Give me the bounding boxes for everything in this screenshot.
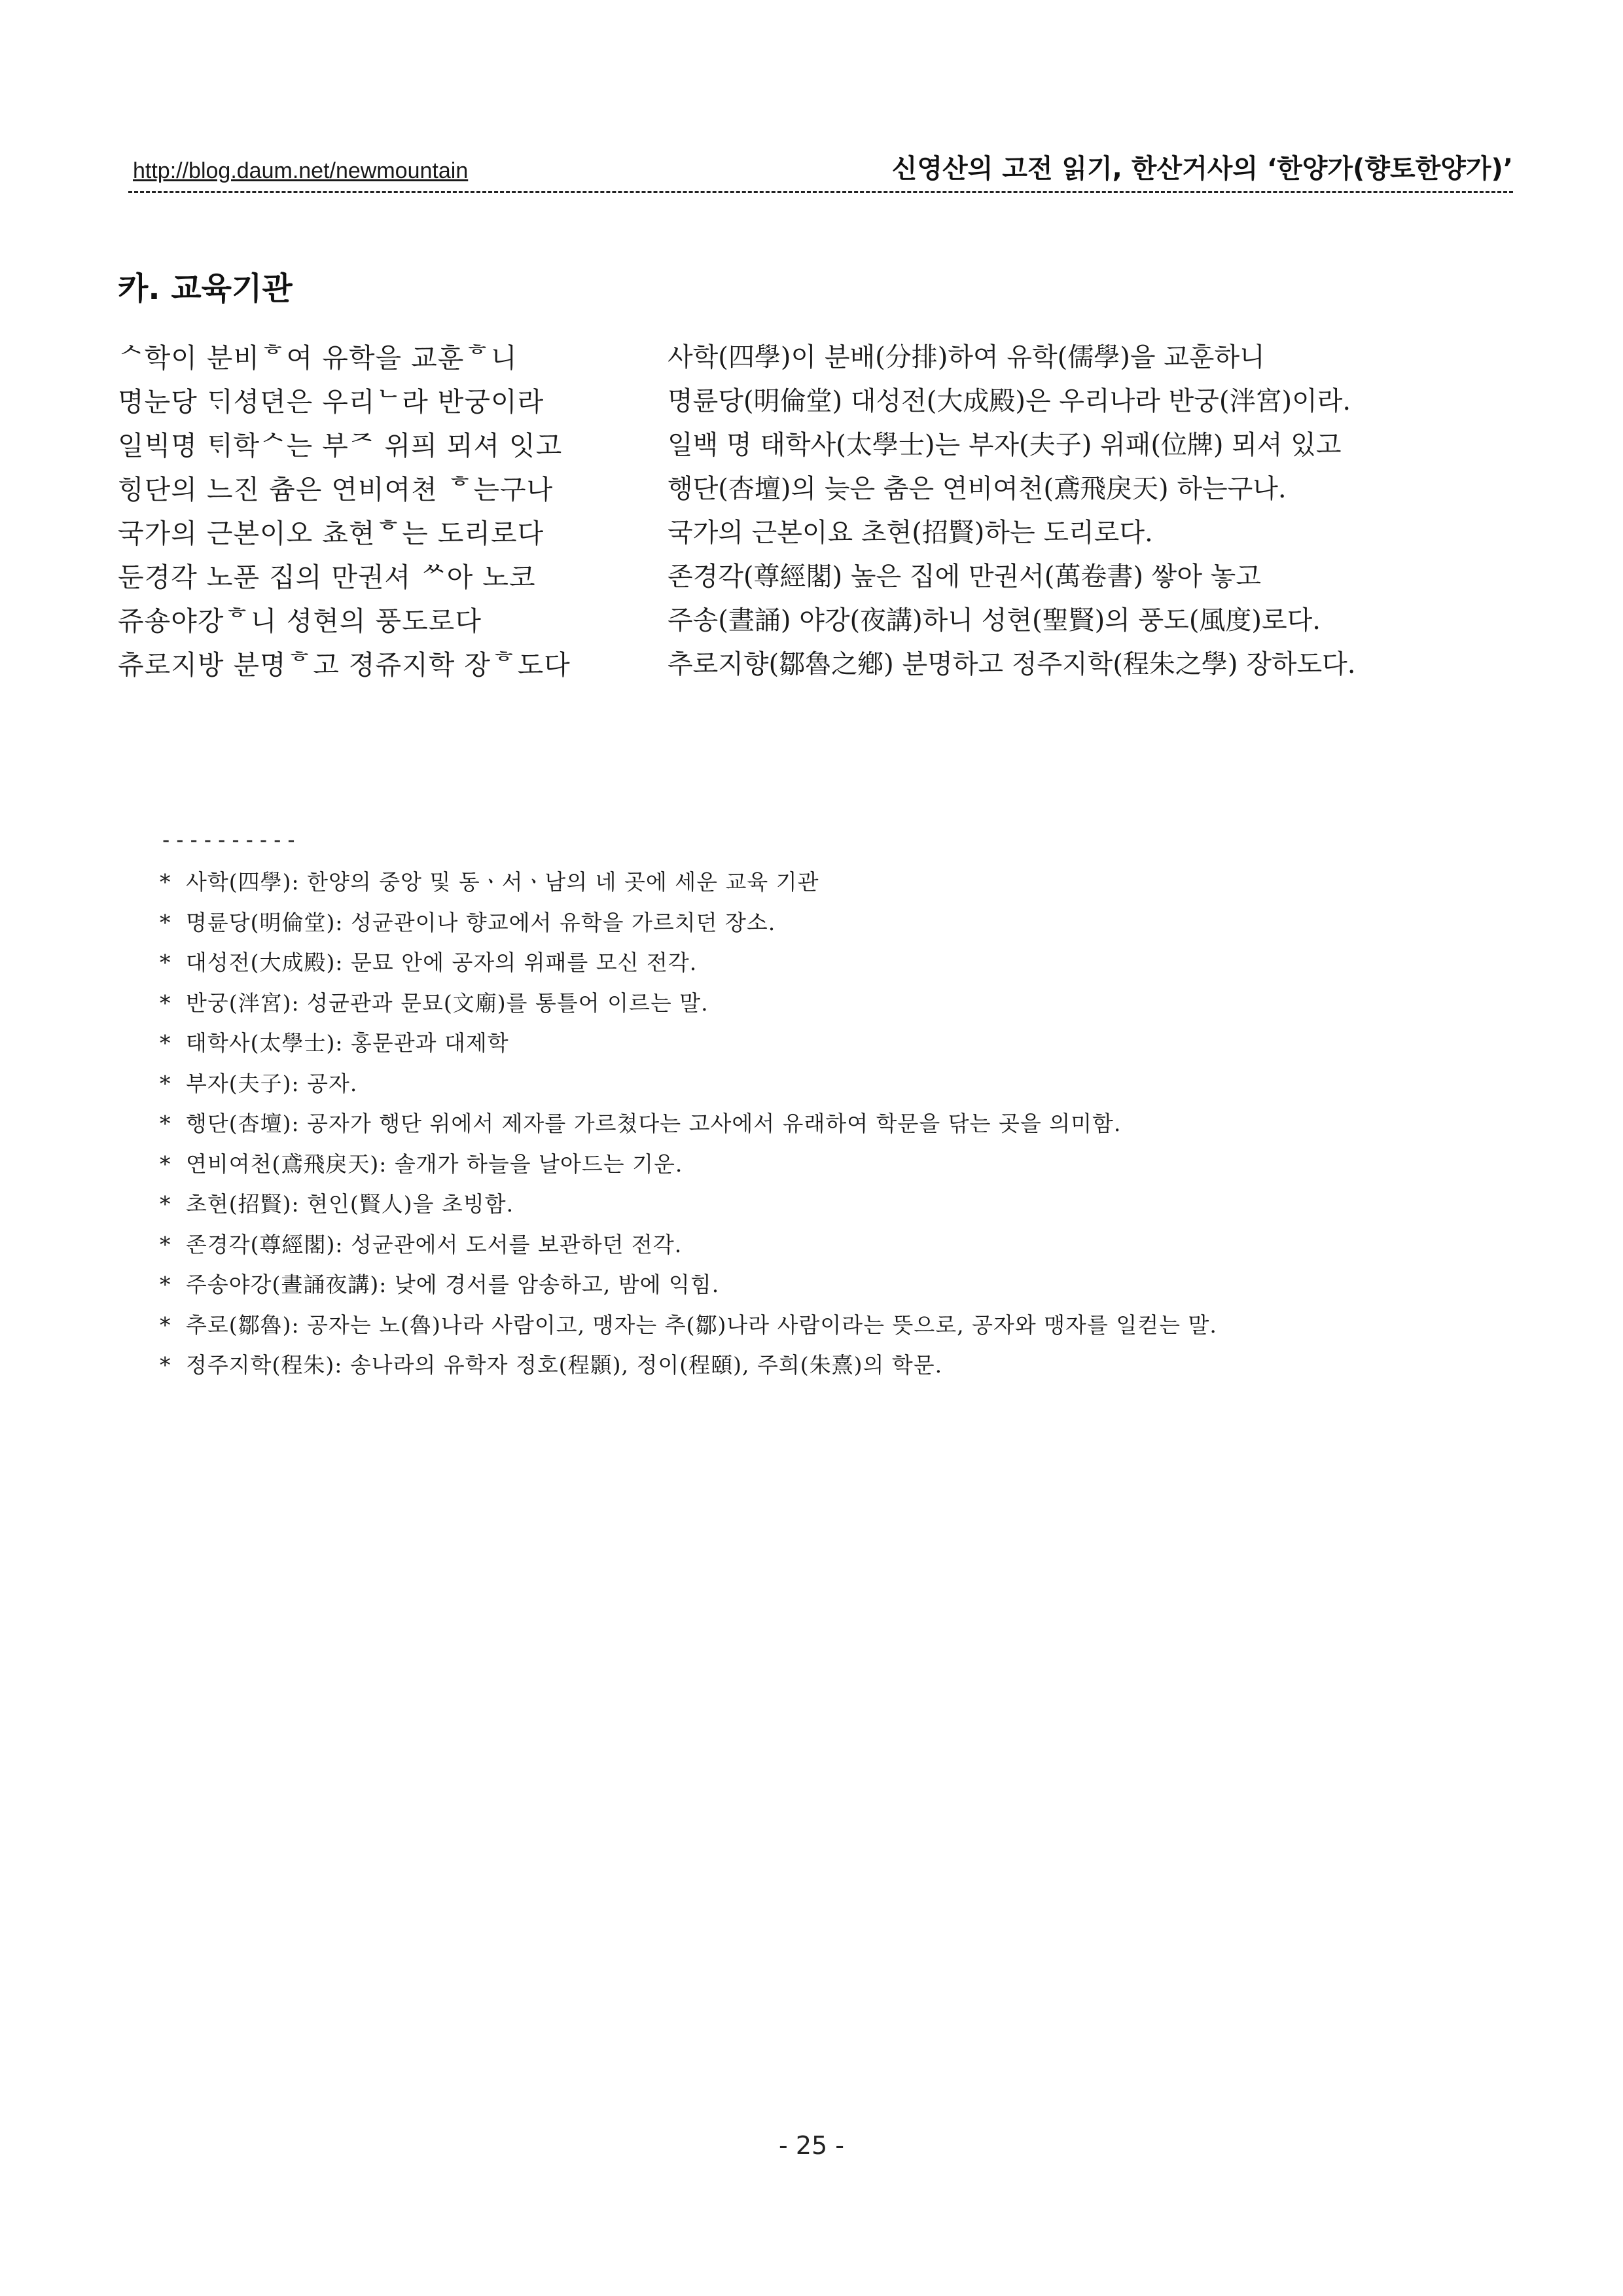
footnote-marker: *	[160, 869, 171, 895]
footnote-marker: *	[160, 909, 171, 935]
verse-old: 둔경각 노푼 집의 만권셔 ᄊ아 노코	[118, 562, 536, 593]
footnote-text: 부자(夫子): 공자.	[186, 1070, 358, 1096]
footnote	[160, 946, 1547, 986]
verse-modern: 국가의 근본이요 초현(招賢)하는 도리로다.	[668, 518, 1153, 548]
page-number: - 25 -	[779, 2131, 844, 2160]
footnote-marker: *	[160, 990, 171, 1016]
footnote-marker: *	[160, 1352, 171, 1378]
verse-old: 츄로지방 분명ᄒ고 졍쥬지학 장ᄒ도다	[118, 649, 571, 681]
verse-modern: 주송(晝誦) 야강(夜講)하니 성현(聖賢)의 풍도(風度)로다.	[668, 605, 1321, 636]
footnote-text: 초현(招賢): 현인(賢人)을 초빙함.	[186, 1191, 514, 1217]
footnote	[160, 1026, 1547, 1067]
verse-row	[118, 600, 1525, 643]
verse-old: 일빅명 ᄐᆡ학ᄉ는 부ᄌ 위픠 뫼셔 잇고	[118, 430, 563, 461]
footnote-text: 행단(杏壇): 공자가 행단 위에서 제자를 가르쳤다는 고사에서 유래하여 학문을 닦는 곳을 의미함.	[186, 1111, 1122, 1136]
footnote-text: 명륜당(明倫堂): 성균관이나 향교에서 유학을 가르치던 장소.	[186, 909, 776, 935]
header-title: 신영산의 고전 읽기, 한산거사의 ‘한양가(향토한양가)’	[891, 154, 1513, 184]
footnote-marker: *	[160, 1191, 171, 1217]
footnote	[160, 1147, 1547, 1188]
verse-row	[118, 380, 1525, 424]
header-rule	[128, 191, 1513, 193]
footnote	[160, 1107, 1547, 1147]
verse-old: 힝단의 느진 츔은 연비여쳔 ᄒ는구나	[118, 474, 554, 505]
verse-old: 명눈당 ᄃᆡ셩뎐은 우리ᄂ라 반궁이라	[118, 386, 544, 418]
verse-row	[118, 336, 1525, 380]
footnote-marker: *	[160, 1272, 171, 1297]
footnote-text: 추로(鄒魯): 공자는 노(魯)나라 사람이고, 맹자는 추(鄒)나라 사람이라는 뜻으로, 공자와 맹자를 일컫는 말.	[186, 1312, 1217, 1338]
footnote	[160, 865, 1547, 906]
verse-row	[118, 468, 1525, 512]
footnote-text: 대성전(大成殿): 문묘 안에 공자의 위패를 모신 전각.	[186, 950, 698, 975]
footnotes	[160, 865, 1547, 1389]
verse-modern: 일백 명 태학사(太學士)는 부자(夫子) 위패(位牌) 뫼셔 있고	[668, 430, 1342, 460]
verse-modern: 존경각(尊經閣) 높은 집에 만권서(萬卷書) 쌓아 놓고	[668, 562, 1261, 592]
footnote-marker: *	[160, 1070, 171, 1096]
footnote	[160, 986, 1547, 1027]
footnote	[160, 1067, 1547, 1107]
footnote-text: 존경각(尊經閣): 성균관에서 도서를 보관하던 전각.	[186, 1231, 683, 1257]
section-heading: 카. 교육기관	[118, 270, 293, 307]
verse-modern: 사학(四學)이 분배(分排)하여 유학(儒學)을 교훈하니	[668, 342, 1265, 372]
footnote-text: 연비여천(鳶飛戾天): 솔개가 하늘을 날아드는 기운.	[186, 1151, 683, 1177]
verse-modern: 명륜당(明倫堂) 대성전(大成殿)은 우리나라 반궁(泮宮)이라.	[668, 386, 1351, 416]
footnote-text: 사학(四學): 한양의 중앙 및 동ㆍ서ㆍ남의 네 곳에 세운 교육 기관	[186, 869, 819, 895]
verse-modern: 추로지향(鄒魯之鄕) 분명하고 정주지학(程朱之學) 장하도다.	[668, 649, 1356, 679]
verse-old: ᄉ학이 분비ᄒ여 유학을 교훈ᄒ니	[118, 342, 518, 374]
footnote-marker: *	[160, 1231, 171, 1257]
footnote-text: 태학사(太學士): 홍문관과 대제학	[186, 1030, 509, 1056]
verse-old: 쥬숑야강ᄒ니 셩현의 풍도로다	[118, 605, 482, 637]
footnote-marker: *	[160, 1030, 171, 1056]
footnote	[160, 1228, 1547, 1268]
verse-row	[118, 424, 1525, 468]
footnote-marker: *	[160, 1312, 171, 1338]
footnote-text: 주송야강(晝誦夜講): 낮에 경서를 암송하고, 밤에 익힘.	[186, 1272, 720, 1297]
footnote-marker: *	[160, 1151, 171, 1177]
footnote	[160, 906, 1547, 946]
header-url[interactable]: http://blog.daum.net/newmountain	[133, 158, 469, 183]
footnote-marker: *	[160, 950, 171, 975]
poem	[118, 336, 1525, 687]
footnote-text: 반궁(泮宮): 성균관과 문묘(文廟)를 통틀어 이르는 말.	[186, 990, 709, 1016]
footnote	[160, 1308, 1547, 1349]
footnote-text: 정주지학(程朱): 송나라의 유학자 정호(程顥), 정이(程頤), 주희(朱熹)의 학문.	[186, 1352, 943, 1378]
footnote	[160, 1187, 1547, 1228]
footnote	[160, 1348, 1547, 1389]
notes-divider: ----------	[160, 827, 299, 852]
verse-row	[118, 512, 1525, 556]
verse-row	[118, 556, 1525, 600]
footnote	[160, 1268, 1547, 1308]
verse-row	[118, 643, 1525, 687]
footnote-marker: *	[160, 1111, 171, 1136]
verse-old: 국가의 근본이오 쵸현ᄒ는 도리로다	[118, 518, 544, 549]
verse-modern: 행단(杏壇)의 늦은 춤은 연비여천(鳶飛戾天) 하는구나.	[668, 474, 1287, 504]
